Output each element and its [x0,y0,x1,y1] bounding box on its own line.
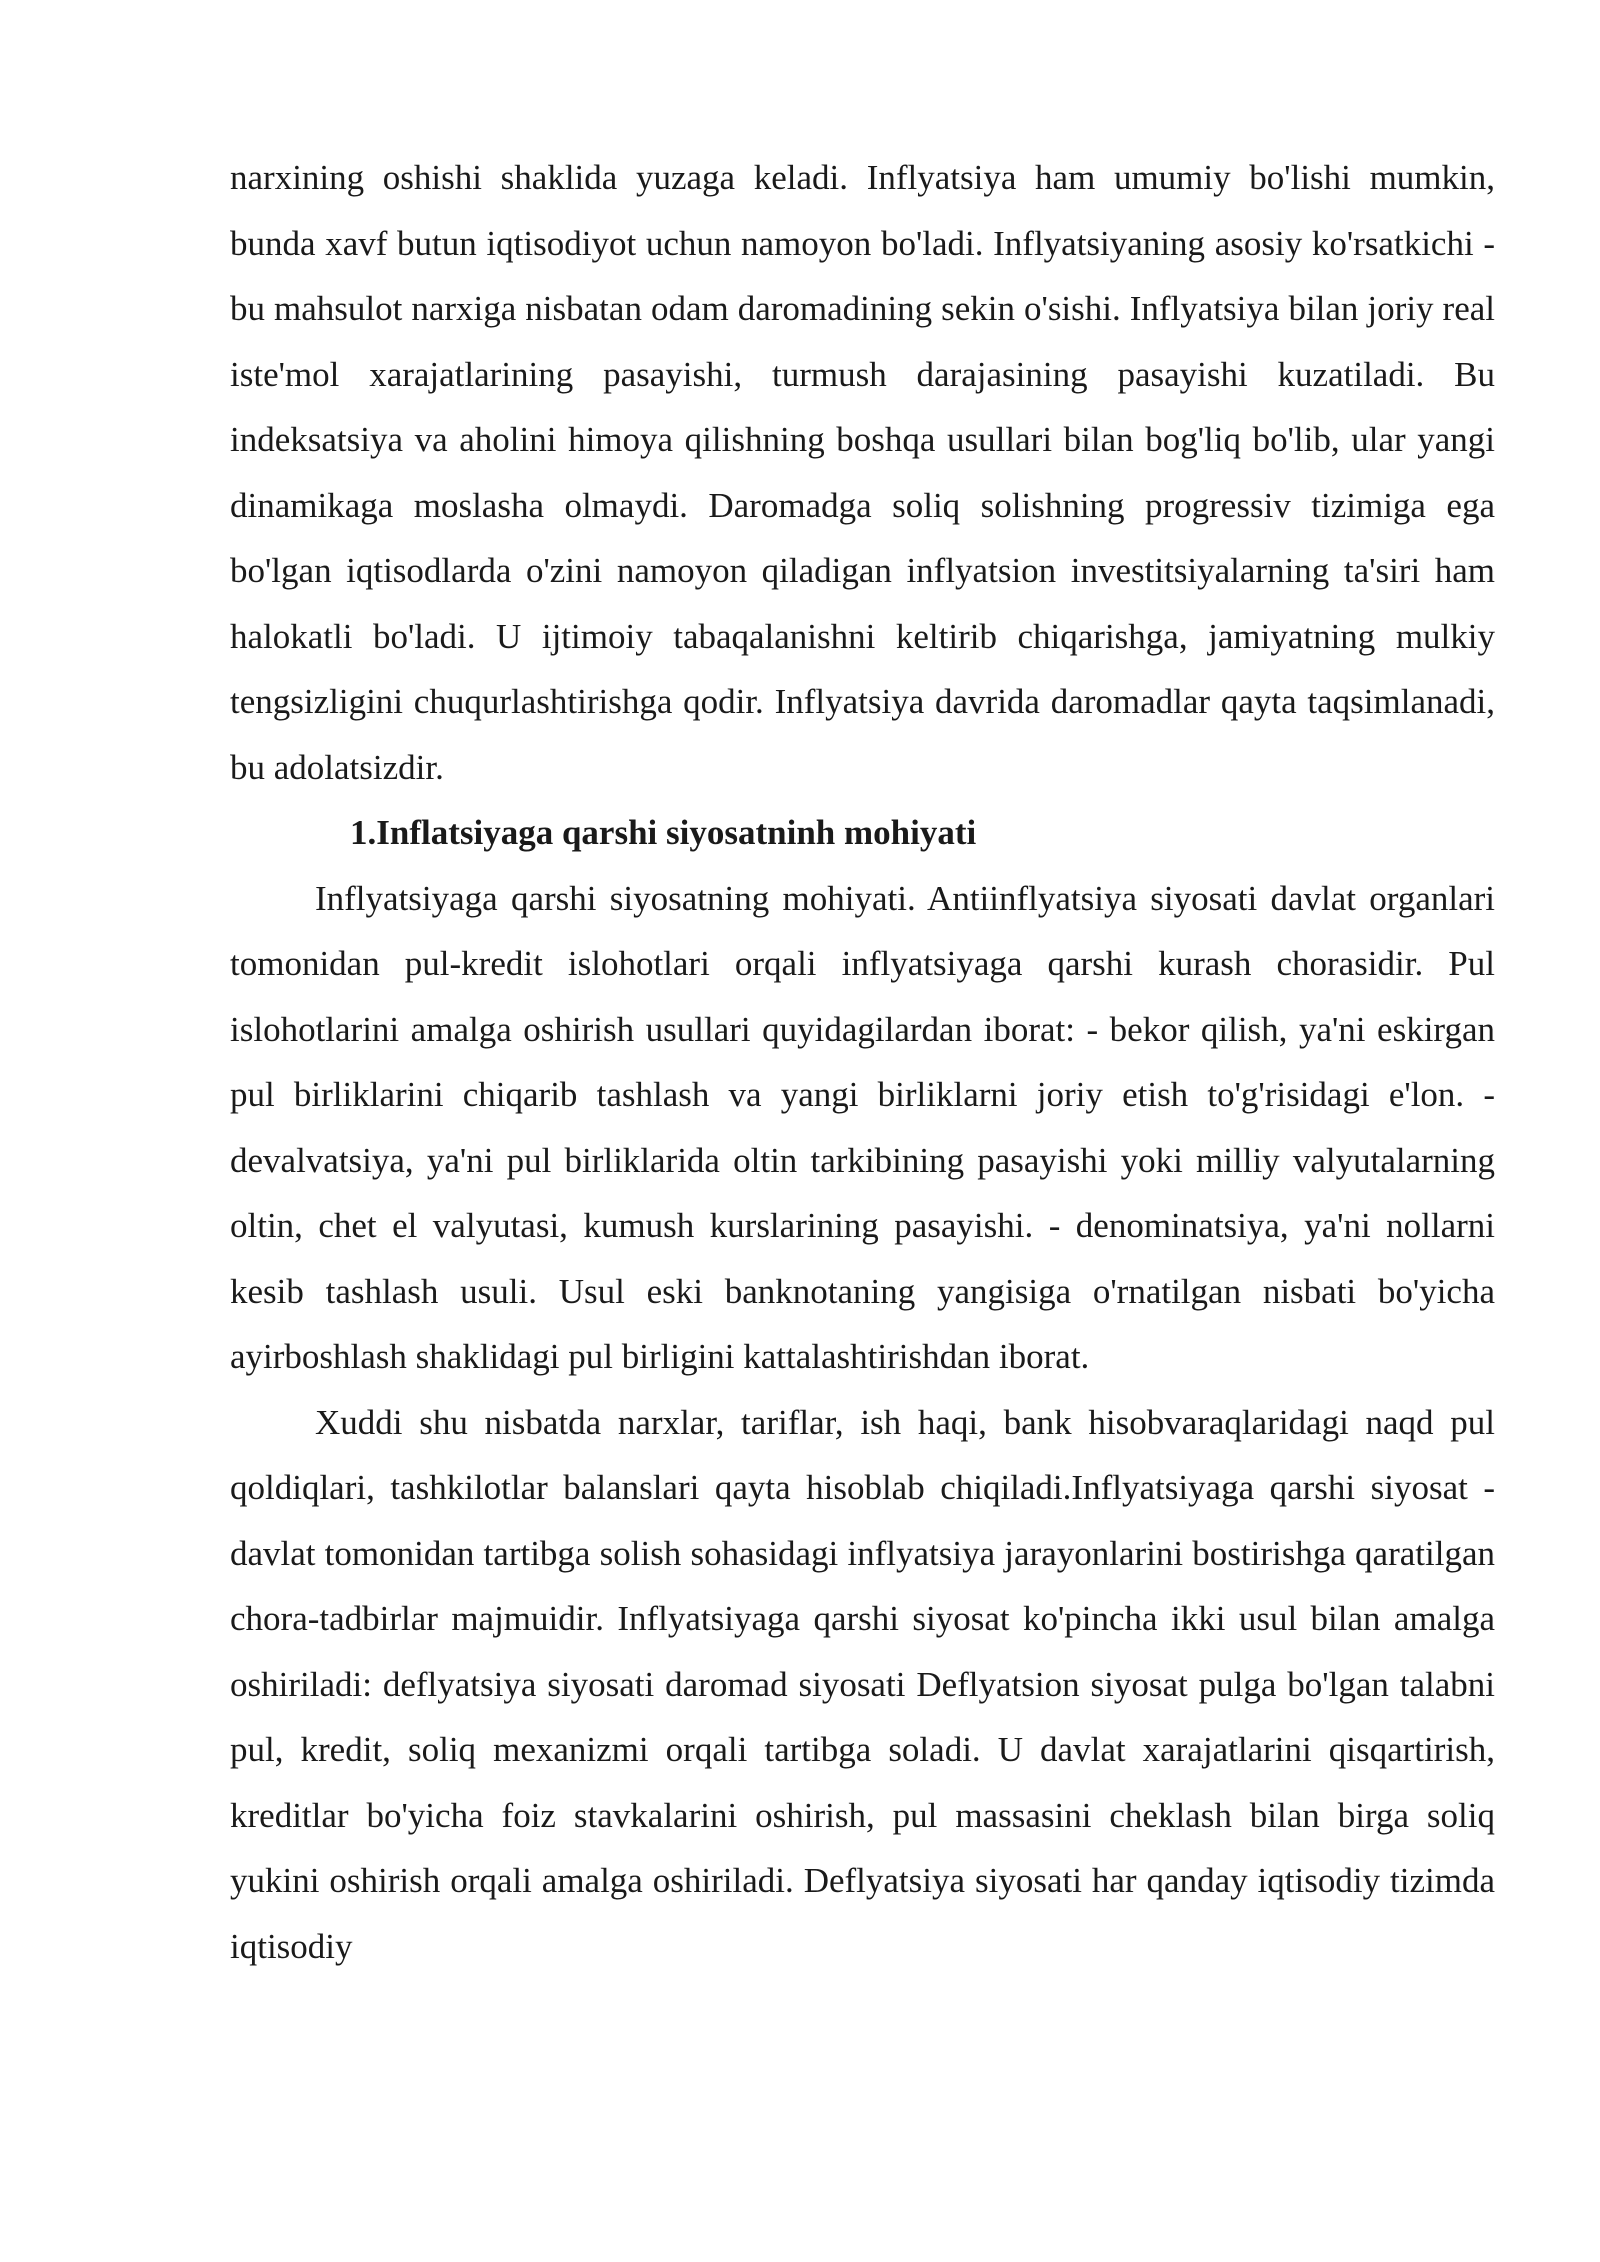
paragraph-continued: narxining oshishi shaklida yuzaga keladi. Inflyatsiya ham umumiy bo'lishi mumkin, bunda xavf butun iqtisodiyot uchun namoyon bo'ladi. Inflyatsiyaning asosiy ko'rsatkichi - bu mahsulot narxiga nisbatan odam daromadining sekin o'sishi. Inflyatsiya bilan joriy real iste'mol xarajatlarining pasayishi, turmush darajasining pasayishi kuzatiladi. Bu indeksatsiya va aholini himoya qilishning boshqa usullari bilan bog'liq bo'lib, ular yangi dinamikaga moslasha olmaydi. Daromadga soliq solishning progressiv tizimiga ega bo'lgan iqtisodlarda o'zini namoyon qiladigan inflyatsion investitsiyalarning ta'siri ham halokatli bo'ladi. U ijtimoiy tabaqalanishni keltirib chiqarishga, jamiyatning mulkiy tengsizligini chuqurlashtirishga qodir. Inflyatsiya davrida daromadlar qayta taqsimlanadi, bu adolatsizdir. [230,158,1495,787]
document-body [230,145,1495,1979]
paragraph-antiinflation-essence: Inflyatsiyaga qarshi siyosatning mohiyati. Antiinflyatsiya siyosati davlat organlari tomonidan pul-kredit islohotlari orqali inflyatsiyaga qarshi kurash chorasidir. Pul islohotlarini amalga oshirish usullari quyidagilardan iborat: - bekor qilish, ya'ni eskirgan pul birliklarini chiqarib tashlash va yangi birliklarni joriy etish to'g'risidagi e'lon. - devalvatsiya, ya'ni pul birliklarida oltin tarkibining pasayishi yoki milliy valyutalarning oltin, chet el valyutasi, kumush kurslarining pasayishi. - denominatsiya, ya'ni nollarni kesib tashlash usuli. Usul eski banknotaning yangisiga o'rnatilgan nisbati bo'yicha ayirboshlash shaklidagi pul birligini kattalashtirishdan iborat. [230,878,1495,1376]
paragraph-antiinflation-policy: Xuddi shu nisbatda narxlar, tariflar, ish haqi, bank hisobvaraqlaridagi naqd pul qoldiqlari, tashkilotlar balanslari qayta hisoblab chiqiladi.Inflyatsiyaga qarshi siyosat - davlat tomonidan tartibga solish sohasidagi inflyatsiya jarayonlarini bostirishga qaratilgan chora-tadbirlar majmuidir. Inflyatsiyaga qarshi siyosat ko'pincha ikki usul bilan amalga oshiriladi: deflyatsiya siyosati daromad siyosati Deflyatsion siyosat pulga bo'lgan talabni pul, kredit, soliq mexanizmi orqali tartibga soladi. U davlat xarajatlarini qisqartirish, kreditlar bo'yicha foiz stavkalarini oshirish, pul massasini cheklash bilan birga soliq yukini oshirish orqali amalga oshiriladi. Deflyatsiya siyosati har qanday iqtisodiy tizimda iqtisodiy [230,1402,1495,1966]
section-heading: 1.Inflatsiyaga qarshi siyosatninh mohiyati [350,813,977,852]
